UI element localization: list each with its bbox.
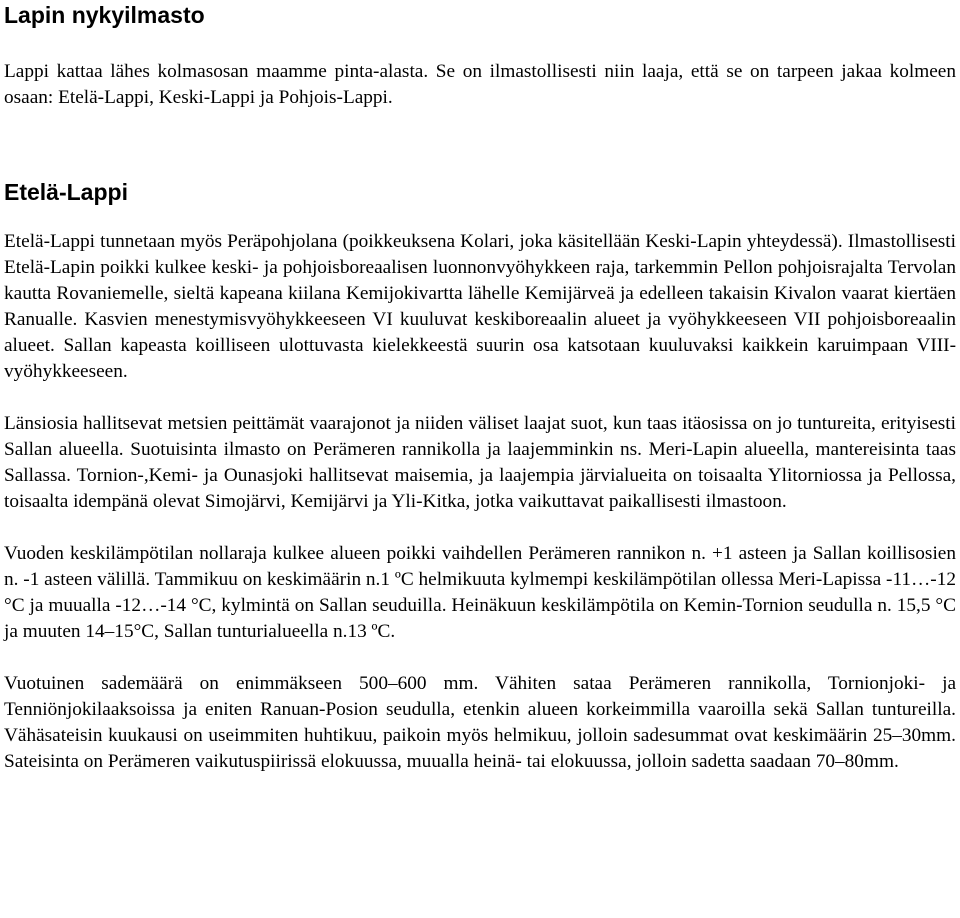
document-page [4, 0, 956, 775]
paragraph-boundaries: Etelä-Lappi tunnetaan myös Peräpohjolana (poikkeuksena Kolari, joka käsitellään Keski-Lapin yhteydessä). Ilmastollisesti Etelä-Lapin poikki kulkee keski- ja pohjoisboreaalisen luonnonvyöhykkeen raja, tarkemmin Pellon pohjoisrajalta Tervolan kautta Rovaniemelle, sieltä kapeana kiilana Kemijokivartta lähelle Kemijärveä ja edelleen takaisin Kivalon vaarat kiertäen Ranualle. Kasvien menestymisvyöhykkeeseen VI kuuluvat keskiboreaalin alueet ja vyöhykkeeseen VII pohjoisboreaalin alueet. Sallan kapeasta koilliseen ulottuvasta kielekkeestä suurin osa katsotaan kuuluvaksi kaikkein karuimpaan VIII-vyöhykkeeseen. [4, 231, 956, 382]
paragraph-precipitation: Vuotuinen sademäärä on enimmäkseen 500–600 mm. Vähiten sataa Perämeren rannikolla, Tornionjoki- ja Tenniönjokilaaksoissa ja eniten Ranuan-Posion seudulla, etenkin alueen korkeimmilla vaaroilla sekä Sallan tuntureilla. Vähäsateisin kuukausi on useimmiten huhtikuu, paikoin myös helmikuu, jolloin sadesummat ovat keskimäärin 25–30mm. Sateisinta on Perämeren vaikutuspiirissä elokuussa, muualla heinä- tai elokuussa, jolloin sadetta saadaan 70–80mm. [4, 673, 956, 772]
paragraph-temperature: Vuoden keskilämpötilan nollaraja kulkee alueen poikki vaihdellen Perämeren rannikon n. +1 asteen ja Sallan koillisosien n. -1 asteen välillä. Tammikuu on keskimäärin n.1 ºC helmikuuta kylmempi keskilämpötilan ollessa Meri-Lapissa -11…-12 °C ja muualla -12…-14 °C, kylmintä on Sallan seuduilla. Heinäkuun keskilämpötila on Kemin-Tornion seudulla n. 15,5 °C ja muuten 14–15°C, Sallan tunturialueella n.13 ºC. [4, 543, 956, 642]
paragraph-landscape: Länsiosia hallitsevat metsien peittämät vaarajonot ja niiden väliset laajat suot, kun taas itäosissa on jo tuntureita, erityisesti Sallan alueella. Suotuisinta ilmasto on Perämeren rannikolla ja laajemminkin ns. Meri-Lapin alueella, mantereisinta taas Sallassa. Tornion-,Kemi- ja Ounasjoki hallitsevat maisemia, ja laajempia järvialueita on toisaalta Ylitorniossa ja Pellossa, toisaalta idempänä olevat Simojärvi, Kemijärvi ja Yli-Kitka, jotka vaikuttavat paikallisesti ilmastoon. [4, 413, 956, 512]
document-title: Lapin nykyilmasto [4, 2, 205, 28]
intro-paragraph: Lappi kattaa lähes kolmasosan maamme pinta-alasta. Se on ilmastollisesti niin laaja, että se on tarpeen jakaa kolmeen osaan: Etelä-Lappi, Keski-Lappi ja Pohjois-Lappi. [4, 61, 956, 108]
section-heading: Etelä-Lappi [4, 179, 128, 205]
